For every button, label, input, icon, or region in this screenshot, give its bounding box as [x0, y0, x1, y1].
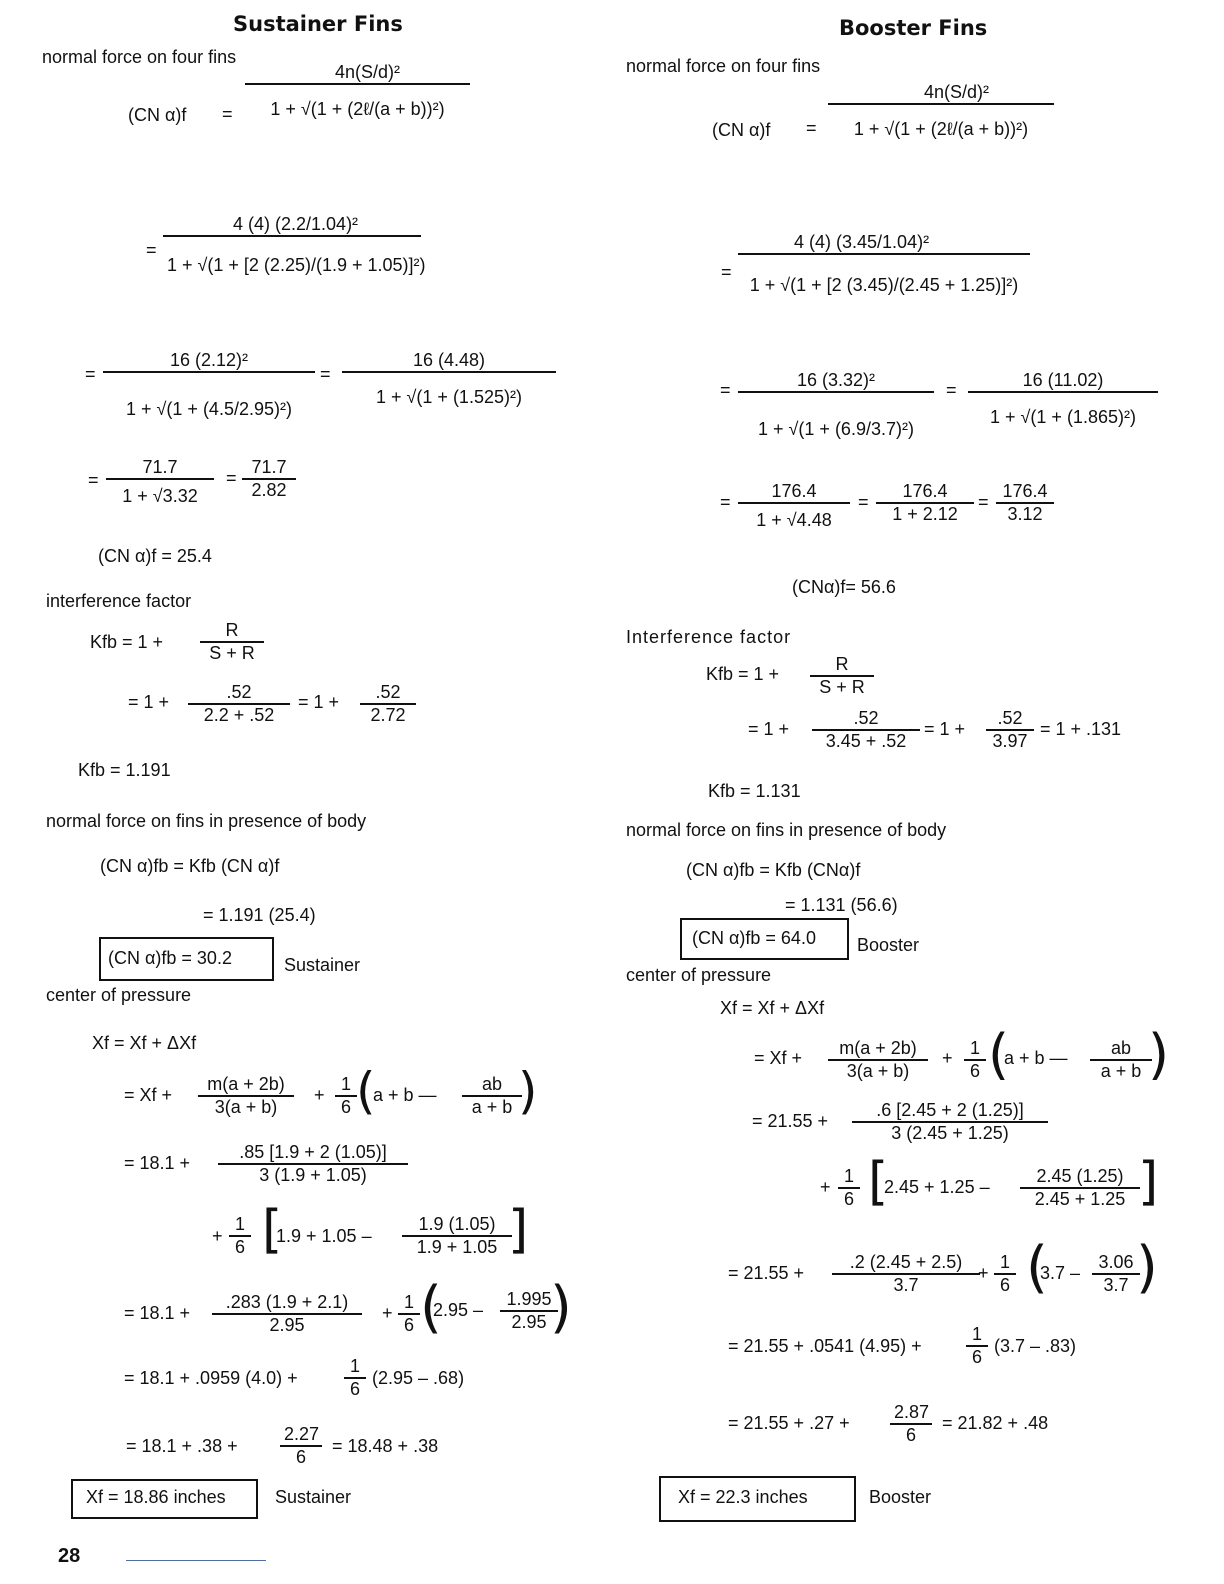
plus-sign: +: [820, 1177, 831, 1197]
sustainer-kfb-def-fraction: [200, 620, 264, 664]
plus-sign: +: [942, 1048, 953, 1068]
booster-xf-step1: = 21.55 +: [752, 1111, 829, 1131]
booster-step2b-fraction: $\frac{16 (11.02)}{\text{1 + √(1 + (1.865)²)}}$: [968, 370, 1158, 428]
one-sixth-fraction: $\frac{1}{6}$: [964, 1038, 986, 1082]
booster-cna-fb-definition: (CN α)fb = Kfb (CNα)f: [686, 860, 861, 880]
booster-xf-general-fraction-2: $\frac{ab}{a + b}$: [1090, 1038, 1152, 1082]
one-sixth-fraction: $\frac{1}{6}$: [398, 1292, 420, 1336]
booster-cna-fb-calc: = 1.131 (56.6): [785, 895, 898, 915]
xf-general-numerator: m(a + 2b): [207, 1074, 285, 1094]
step3a-numerator: 71.7: [142, 457, 178, 477]
step2a-numerator: 16 (2.12)²: [169, 350, 249, 370]
step3b-numerator: 71.7: [251, 457, 287, 477]
sustainer-xf-step3-paren: (2.95 – .68): [372, 1368, 465, 1388]
step3b-denominator: 2.82: [242, 478, 296, 501]
plus-sign: +: [212, 1226, 223, 1246]
sustainer-cna-fb-tag: Sustainer: [284, 955, 361, 975]
plus-sign: +: [382, 1303, 393, 1323]
left-paren: (: [988, 1023, 1010, 1086]
kfb-def-numerator: R: [225, 620, 239, 640]
sustainer-xf-step4-b: = 18.48 + .38: [332, 1436, 439, 1456]
sustainer-interference-label: interference factor: [46, 591, 192, 611]
booster-xf-tag: Booster: [869, 1487, 932, 1507]
sustainer-xf-step4: = 18.1 + .38 +: [126, 1436, 238, 1456]
booster-normal-force-label: normal force on four fins: [626, 56, 821, 76]
one-sixth-fraction: $\frac{1}{6}$: [229, 1214, 251, 1258]
kfb-numerator-2: .52: [375, 682, 401, 702]
booster-xf-definition: Xf = Xf + ΔXf: [720, 998, 825, 1018]
general-denominator: 1 + √(1 + (2ℓ/(a + b))²): [245, 83, 470, 120]
sustainer-xf-step3: = 18.1 + .0959 (4.0) +: [124, 1368, 298, 1388]
booster-kfb-definition: Kfb = 1 +: [706, 664, 780, 684]
booster-cna-fb-tag: Booster: [857, 935, 920, 955]
sustainer-step1-fraction: [163, 214, 426, 276]
equals-sign: =: [858, 492, 869, 512]
sustainer-normal-force-label: normal force on four fins: [42, 47, 237, 67]
one-sixth-fraction: $\frac{1}{6}$: [335, 1074, 357, 1118]
equals-sign: =: [720, 492, 731, 512]
sustainer-xf-boxed: Xf = 18.86 inches: [86, 1487, 226, 1507]
booster-xf-step3-paren: (3.7 – .83): [994, 1336, 1077, 1356]
equals-sign: =: [85, 364, 96, 384]
booster-kfb-fraction-1: $\frac{.52}{3.45 + .52}$: [812, 708, 920, 752]
sustainer-xf-step2-paren: 2.95 –: [433, 1300, 484, 1320]
booster-cna-fb-boxed: (CN α)fb = 64.0: [692, 928, 816, 948]
kfb-denominator-2: 2.72: [360, 703, 416, 726]
equals-sign: =: [721, 262, 732, 282]
booster-step3c-fraction: $\frac{176.4}{3.12}$: [996, 481, 1054, 525]
kfb-denominator-1: 2.2 + .52: [188, 703, 290, 726]
sustainer-kfb-definition: Kfb = 1 +: [90, 632, 164, 652]
booster-xf-step1b-fraction: $\frac{2.45 (1.25)}{2.45 + 1.25}$: [1020, 1166, 1140, 1210]
sustainer-xf-general-fraction-2: $\frac{ab}{a + b}$: [462, 1074, 522, 1118]
booster-kfb-fraction-2: $\frac{.52}{3.97}$: [986, 708, 1034, 752]
kfb-def-denominator: S + R: [200, 641, 264, 664]
booster-xf-step2-fraction: $\frac{.2 (2.45 + 2.5)}{3.7}$: [832, 1252, 980, 1296]
sustainer-kfb-calc-b: = 1 +: [298, 692, 340, 712]
general-numerator: 4n(S/d)²: [335, 62, 401, 82]
step2b-numerator: 16 (4.48): [412, 350, 486, 370]
booster-step3b-fraction: $\frac{176.4}{1 + 2.12}$: [876, 481, 974, 525]
step3a-denominator: 1 + √3.32: [106, 478, 214, 507]
booster-xf-step4: = 21.55 + .27 +: [728, 1413, 850, 1433]
booster-step3a-fraction: $\frac{176.4}{1 + √4.48}$: [738, 481, 850, 531]
sustainer-xf-step1b-fraction: $\frac{1.9 (1.05)}{1.9 + 1.05}$: [402, 1214, 512, 1258]
right-paren: ): [518, 1062, 538, 1120]
one-sixth-fraction: $\frac{1}{6}$: [966, 1324, 988, 1368]
booster-title: Booster Fins: [839, 16, 988, 40]
booster-kfb-def-fraction: $\frac{R}{S + R}$: [810, 654, 874, 698]
booster-xf-general-fraction: $\frac{m(a + 2b)}{3(a + b)}$: [828, 1038, 928, 1082]
sustainer-xf-step1-fraction: $\frac{.85 [1.9 + 2 (1.05)]}{3 (1.9 + 1.05)}$: [218, 1142, 408, 1186]
booster-xf-general-paren: a + b —: [1004, 1048, 1068, 1068]
left-paren: (: [420, 1275, 442, 1340]
booster-xf-step2: = 21.55 +: [728, 1263, 805, 1283]
sustainer-presence-label: normal force on fins in presence of body: [46, 811, 367, 831]
left-paren: (: [356, 1062, 376, 1120]
booster-general-fraction: 4n(S/d)² 1 + √(1 + (2ℓ/(a + b))²): [828, 82, 1054, 140]
sustainer-step2a-fraction: [103, 350, 315, 420]
booster-xf-boxed: Xf = 22.3 inches: [678, 1487, 808, 1507]
left-bracket: [: [868, 1152, 889, 1212]
booster-cna-result: (CNα)f= 56.6: [792, 577, 896, 597]
right-paren: ): [1148, 1023, 1170, 1086]
sustainer-cna-fb-boxed: (CN α)fb = 30.2: [108, 948, 232, 968]
sustainer-xf-general: = Xf +: [124, 1085, 173, 1105]
booster-cp-label: center of pressure: [626, 965, 772, 985]
plus-sign: +: [978, 1263, 989, 1283]
right-paren: ): [1136, 1235, 1158, 1300]
equals-sign: =: [320, 364, 331, 384]
booster-kfb-calc-b: = 1 +: [924, 719, 966, 739]
sustainer-xf-tag: Sustainer: [275, 1487, 352, 1507]
sustainer-xf-step2: = 18.1 +: [124, 1303, 191, 1323]
booster-xf-step1-fraction: $\frac{.6 [2.45 + 2 (1.25)]}{3 (2.45 + 1.25)}$: [852, 1100, 1048, 1144]
booster-xf-step2-paren: 3.7 –: [1040, 1263, 1081, 1283]
sustainer-cna-fb-calc: = 1.191 (25.4): [203, 905, 316, 925]
plus-sign: +: [314, 1085, 325, 1105]
sustainer-general-fraction: [245, 62, 470, 120]
page-number: 28: [58, 1545, 81, 1567]
sustainer-xf-definition: Xf = Xf + ΔXf: [92, 1033, 197, 1053]
right-bracket: ]: [508, 1200, 529, 1260]
left-bracket: [: [262, 1200, 283, 1260]
booster-presence-label: normal force on fins in presence of body: [626, 820, 947, 840]
step2a-denominator: 1 + √(1 + (4.5/2.95)²): [103, 371, 315, 420]
sustainer-kfb-fraction-2: [360, 682, 416, 726]
equals-sign: =: [226, 468, 237, 488]
booster-xf-step1b: 2.45 + 1.25 –: [884, 1177, 990, 1197]
booster-kfb-result: Kfb = 1.131: [708, 781, 801, 801]
booster-interference-label: Interference factor: [626, 627, 792, 647]
step1-numerator: 4 (4) (2.2/1.04)²: [233, 214, 359, 234]
kfb-numerator-1: .52: [226, 682, 252, 702]
sustainer-kfb-calc: = 1 +: [128, 692, 170, 712]
equals-sign: =: [946, 380, 957, 400]
booster-xf-step2-fraction-2: $\frac{3.06}{3.7}$: [1092, 1252, 1140, 1296]
sustainer-xf-step2-fraction-2: $\frac{1.995}{2.95}$: [500, 1289, 558, 1333]
equals-sign: =: [720, 380, 731, 400]
right-paren: ): [550, 1275, 572, 1340]
step1-denominator: 1 + √(1 + [2 (2.25)/(1.9 + 1.05)]²): [163, 235, 421, 276]
sustainer-step3b-fraction: [242, 457, 296, 501]
sustainer-xf-step1b: 1.9 + 1.05 –: [276, 1226, 372, 1246]
booster-kfb-calc: = 1 +: [748, 719, 790, 739]
xf-general-denominator: 3(a + b): [198, 1095, 294, 1118]
equals-sign: =: [146, 240, 157, 260]
sustainer-xf-general-fraction: [198, 1074, 294, 1118]
footer-rule: [126, 1560, 266, 1561]
sustainer-cna-fb-definition: (CN α)fb = Kfb (CN α)f: [100, 856, 280, 876]
sustainer-xf-general-paren: a + b —: [373, 1085, 437, 1105]
booster-cna-f: (CN α)f: [712, 120, 771, 140]
sustainer-xf-step4-fraction: $\frac{2.27}{6}$: [280, 1424, 322, 1468]
sustainer-title: Sustainer Fins: [233, 12, 403, 36]
step2b-denominator: 1 + √(1 + (1.525)²): [342, 371, 556, 408]
sustainer-kfb-result: Kfb = 1.191: [78, 760, 171, 780]
sustainer-cna-f: (CN α)f: [128, 105, 187, 125]
booster-xf-step3: = 21.55 + .0541 (4.95) +: [728, 1336, 922, 1356]
equals-sign: =: [222, 104, 233, 124]
booster-xf-step4-b: = 21.82 + .48: [942, 1413, 1049, 1433]
one-sixth-fraction: $\frac{1}{6}$: [344, 1356, 366, 1400]
equals-sign: =: [88, 470, 99, 490]
sustainer-step2b-fraction: [342, 350, 556, 408]
booster-xf-general: = Xf +: [754, 1048, 803, 1068]
left-paren: (: [1026, 1235, 1048, 1300]
sustainer-kfb-fraction-1: [188, 682, 290, 726]
booster-xf-step4-fraction: $\frac{2.87}{6}$: [890, 1402, 932, 1446]
booster-kfb-calc-c: = 1 + .131: [1040, 719, 1122, 739]
equals-sign: =: [806, 118, 817, 138]
right-bracket: ]: [1138, 1152, 1159, 1212]
one-sixth-fraction: $\frac{1}{6}$: [838, 1166, 860, 1210]
equals-sign: =: [978, 492, 989, 512]
sustainer-cp-label: center of pressure: [46, 985, 192, 1005]
booster-step2a-fraction: $\frac{\text{16 (3.32)²}}{\text{1 + √(1 + (6.9/3.7)²)}}$: [738, 370, 934, 440]
sustainer-step3a-fraction: [106, 457, 214, 507]
sustainer-xf-step2-fraction: $\frac{.283 (1.9 + 2.1)}{2.95}$: [212, 1292, 362, 1336]
sustainer-cna-result: (CN α)f = 25.4: [98, 546, 212, 566]
booster-step1-fraction: $\frac{\text{4 (4) (3.45/1.04)²}}{\text{1 + √(1 + [2 (3.45)/(2.45 + 1.25)]²)}}$: [738, 232, 1030, 296]
sustainer-xf-step1: = 18.1 +: [124, 1153, 191, 1173]
one-sixth-fraction: $\frac{1}{6}$: [994, 1252, 1016, 1296]
